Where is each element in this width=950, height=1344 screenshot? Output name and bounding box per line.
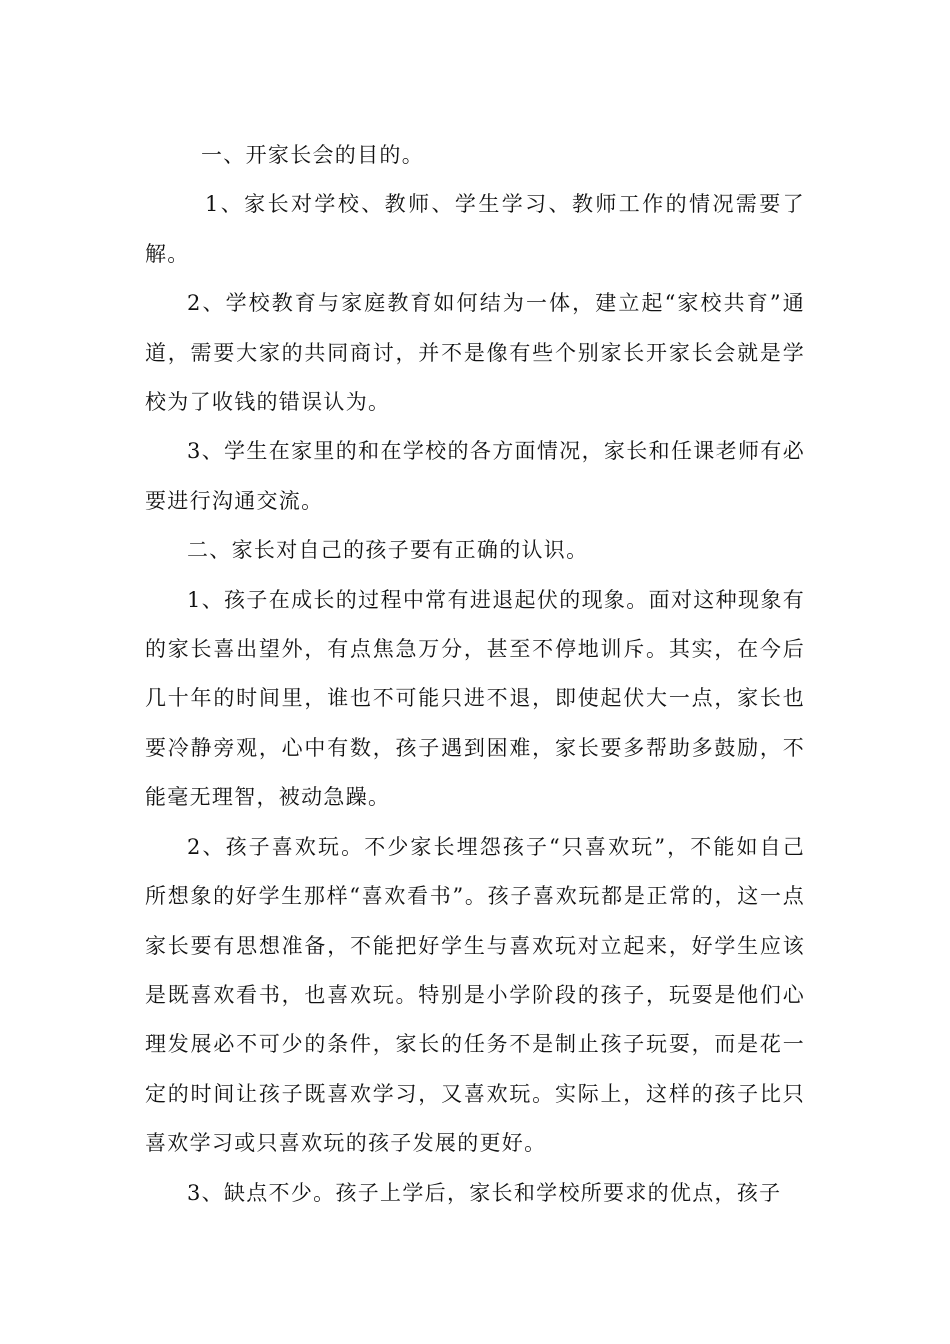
section-heading-understanding: 二、家长对自己的孩子要有正确的认识。 <box>187 538 589 563</box>
section-heading-purpose: 一、开家长会的目的。 <box>201 143 424 167</box>
paragraph-purpose-2: 2、学校教育与家庭教育如何结为一体，建立起“家校共育”通道，需要大家的共同商讨，并不是像有些个别家长开家长会就是学校为了收钱的错误认为。 <box>145 291 805 415</box>
paragraph-understanding-3: 3、缺点不少。孩子上学后，家长和学校所要求的优点，孩子 <box>187 1180 782 1205</box>
paragraph-understanding-2: 2、孩子喜欢玩。不少家长埋怨孩子“只喜欢玩”，不能如自己所想象的好学生那样“喜欢看书”。孩子喜欢玩都是正常的，这一点家长要有思想准备，不能把好学生与喜欢玩对立起来，好学生应该是既喜欢看书，也喜欢玩。特别是小学阶段的孩子，玩耍是他们心理发展必不可少的条件，家长的任务不是制止孩子玩耍，而是花一定的时间让孩子既喜欢学习，又喜欢玩。实际上，这样的孩子比只喜欢学习或只喜欢玩的孩子发展的更好。 <box>145 834 805 1156</box>
paragraph-purpose-3: 3、学生在家里的和在学校的各方面情况，家长和任课老师有必要进行沟通交流。 <box>145 439 805 513</box>
document-body <box>145 131 805 1218</box>
paragraph-purpose-1: 1、家长对学校、教师、学生学习、教师工作的情况需要了解。 <box>145 192 805 266</box>
paragraph-understanding-1: 1、孩子在成长的过程中常有进退起伏的现象。面对这种现象有的家长喜出望外，有点焦急万分，甚至不停地训斥。其实，在今后几十年的时间里，谁也不可能只进不退，即使起伏大一点，家长也要冷静旁观，心中有数，孩子遇到困难，家长要多帮助多鼓励，不能毫无理智，被动急躁。 <box>145 587 805 810</box>
